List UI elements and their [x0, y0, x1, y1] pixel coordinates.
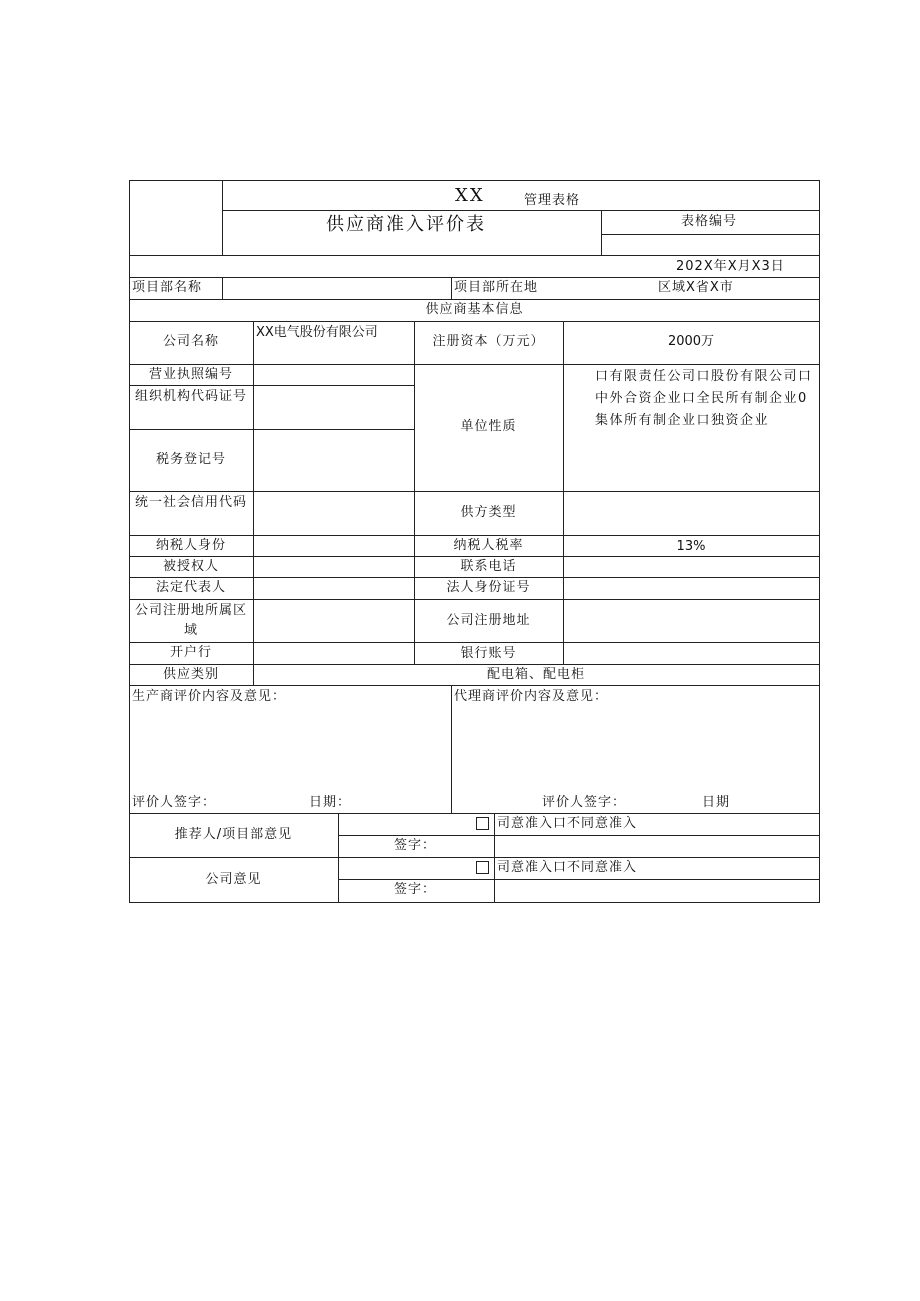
form-title: 供应商准入评价表: [326, 214, 486, 235]
recommender-opinion-label: 推荐人/项目部意见: [174, 827, 293, 842]
tax-reg-label: 税务登记号: [155, 452, 226, 467]
producer-evaluation-label: 生产商评价内容及意见：: [132, 689, 287, 704]
form-date: 202X年X月X3日: [676, 259, 785, 274]
agent-date-label: 日期: [702, 795, 731, 810]
project-location-label: 项目部所在地: [454, 280, 539, 295]
section-title: 供应商基本信息: [425, 302, 524, 317]
supply-category-label: 供应类别: [162, 667, 219, 682]
agent-evaluation-label: 代理商评价内容及意见：: [454, 689, 609, 704]
capital-value: 2000万: [667, 334, 715, 349]
form-number-label: 表格编号: [681, 214, 738, 229]
producer-signer-label: 评价人签字：: [132, 795, 217, 810]
recommender-options: 司意准入口不同意准入: [497, 816, 638, 831]
account-label: 银行账号: [460, 646, 517, 661]
unit-nature-label: 单位性质: [460, 419, 517, 434]
bank-label: 开户行: [169, 645, 212, 660]
company-sign-label: 签字：: [394, 882, 437, 897]
company-opinion-label: 公司意见: [205, 872, 262, 887]
authorized-label: 被授权人: [162, 559, 219, 574]
credit-code-label: 统一社会信用代码: [135, 495, 248, 510]
company-approve-checkbox[interactable]: [476, 861, 489, 874]
tax-rate-value: 13%: [676, 539, 706, 554]
capital-label: 注册资本（万元）: [432, 334, 545, 349]
taxpayer-label: 纳税人身份: [155, 538, 226, 553]
producer-date-label: 日期：: [309, 795, 352, 810]
legal-id-label: 法人身份证号: [446, 580, 531, 595]
unit-nature-options: 口有限责任公司口股份有限公司口中外合资企业口全民所有制企业0集体所有制企业口独资企业: [595, 369, 813, 428]
project-location-value: 区域X省X市: [658, 280, 734, 295]
reg-address-label: 公司注册地址: [446, 613, 531, 628]
org-name: XX: [455, 185, 485, 206]
recommender-approve-checkbox[interactable]: [476, 817, 489, 830]
reg-region-label: 公司注册地所属区域: [135, 603, 248, 638]
tax-rate-label: 纳税人税率: [453, 538, 524, 553]
recommender-sign-label: 签字：: [394, 838, 437, 853]
agent-signer-label: 评价人签字：: [542, 795, 627, 810]
form-type: 管理表格: [524, 193, 581, 208]
company-name-label: 公司名称: [162, 334, 219, 349]
org-code-label: 组织机构代码证号: [135, 389, 248, 404]
supply-category-value: 配电箱、配电柜: [486, 667, 585, 682]
company-options: 司意准入口不同意准入: [497, 860, 638, 875]
legal-rep-label: 法定代表人: [155, 580, 226, 595]
project-name-label: 项目部名称: [132, 280, 203, 295]
phone-label: 联系电话: [460, 559, 517, 574]
license-label: 营业执照编号: [148, 367, 233, 382]
company-name-value: XX电气股份有限公司: [256, 325, 378, 340]
supplier-type-label: 供方类型: [460, 505, 517, 520]
